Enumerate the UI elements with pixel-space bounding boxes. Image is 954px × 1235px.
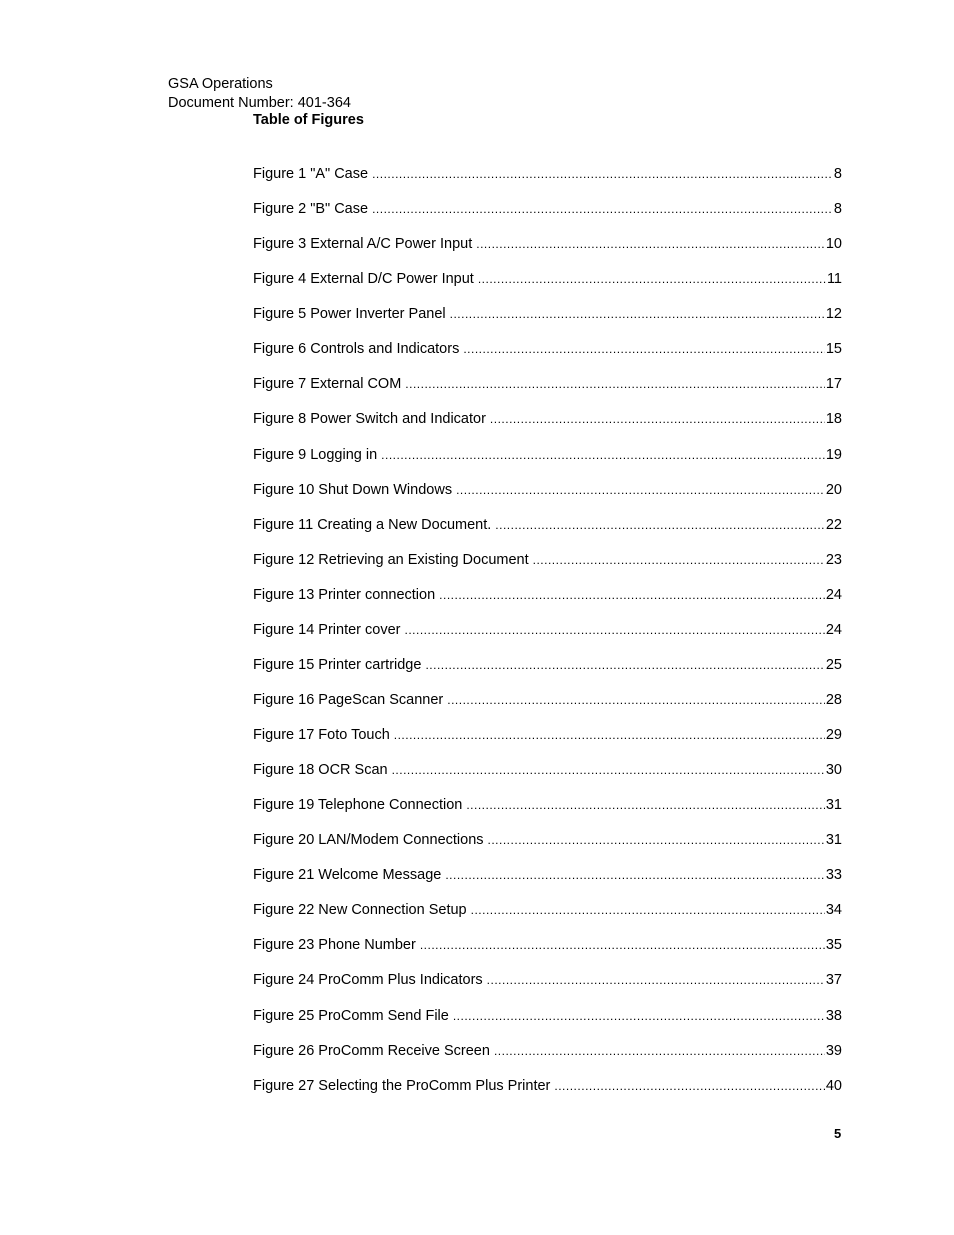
toc-entry-page: 12 [825, 306, 842, 323]
toc-entry-label: Figure 21 Welcome Message [253, 867, 442, 884]
toc-entry-page: 37 [825, 972, 842, 989]
toc-leader [471, 901, 825, 919]
toc-entry-12[interactable] [253, 551, 842, 586]
toc-entry-label: Figure 7 External COM [253, 376, 402, 393]
toc-leader [495, 516, 825, 534]
toc-entry-page: 33 [825, 867, 842, 884]
toc-leader [488, 831, 825, 849]
toc-entry-label: Figure 4 External D/C Power Input [253, 271, 474, 288]
toc-entry-page: 38 [825, 1007, 842, 1024]
toc-entry-4[interactable] [253, 270, 842, 305]
toc-entry-page: 40 [825, 1077, 842, 1094]
toc-entry-label: Figure 22 New Connection Setup [253, 902, 467, 919]
toc-entry-label: Figure 12 Retrieving an Existing Document [253, 551, 529, 568]
toc-entry-page: 8 [833, 201, 842, 218]
toc-leader [554, 1077, 824, 1095]
toc-entry-page: 8 [833, 166, 842, 182]
toc-entry-page: 24 [825, 621, 842, 638]
toc-entry-19[interactable] [253, 796, 842, 831]
toc-leader [453, 1007, 825, 1025]
toc-entry-label: Figure 15 Printer cartridge [253, 656, 422, 673]
toc-entry-page: 35 [825, 937, 842, 954]
toc-entry-label: Figure 10 Shut Down Windows [253, 481, 453, 498]
toc-entry-10[interactable] [253, 481, 842, 516]
toc-entry-label: Figure 23 Phone Number [253, 937, 416, 954]
toc-title: Table of Figures [253, 112, 364, 128]
toc-entry-page: 31 [825, 832, 842, 849]
toc-entry-9[interactable] [253, 446, 842, 481]
toc-entry-label: Figure 20 LAN/Modem Connections [253, 832, 484, 849]
toc-entry-page: 25 [825, 656, 842, 673]
toc-leader [476, 235, 825, 253]
toc-entry-label: Figure 8 Power Switch and Indicator [253, 411, 486, 428]
toc-entry-page: 11 [826, 271, 842, 288]
toc-leader [533, 551, 825, 569]
toc-entry-page: 39 [825, 1042, 842, 1059]
toc-entry-page: 15 [825, 341, 842, 358]
toc-leader [450, 305, 825, 323]
toc-leader [392, 761, 825, 779]
toc-leader [439, 586, 825, 604]
toc-leader [381, 446, 825, 464]
toc-entry-18[interactable] [253, 761, 842, 796]
toc-entry-13[interactable] [253, 586, 842, 621]
toc-entry-22[interactable] [253, 901, 842, 936]
toc-entry-26[interactable] [253, 1042, 842, 1077]
toc-entry-label: Figure 17 Foto Touch [253, 727, 390, 743]
toc-entry-3[interactable] [253, 235, 842, 270]
toc-leader [372, 165, 833, 183]
page-number: 5 [834, 1126, 842, 1141]
toc-entry-page: 34 [825, 902, 842, 919]
toc-entry-label: Figure 14 Printer cover [253, 621, 401, 638]
page-header [168, 75, 351, 112]
table-of-figures [253, 165, 842, 1112]
toc-entry-page: 20 [825, 481, 842, 498]
toc-leader [372, 200, 833, 218]
toc-leader [487, 971, 825, 989]
toc-leader [404, 621, 824, 639]
toc-entry-label: Figure 26 ProComm Receive Screen [253, 1042, 490, 1059]
toc-entry-page: 24 [825, 586, 842, 603]
toc-leader [456, 481, 825, 499]
toc-entry-label: Figure 13 Printer connection [253, 586, 436, 603]
toc-leader [478, 270, 826, 288]
toc-leader [447, 691, 825, 709]
toc-entry-page: 30 [825, 762, 842, 779]
toc-entry-page: 31 [825, 797, 842, 814]
toc-entry-label: Figure 2 "B" Case [253, 201, 369, 218]
toc-entry-page: 22 [825, 516, 842, 533]
toc-entry-24[interactable] [253, 971, 842, 1006]
toc-entry-21[interactable] [253, 866, 842, 901]
toc-entry-label: Figure 6 Controls and Indicators [253, 341, 460, 358]
toc-leader [494, 1042, 825, 1060]
toc-entry-page: 28 [825, 691, 842, 708]
toc-leader [405, 375, 825, 393]
toc-entry-label: Figure 27 Selecting the ProComm Plus Printer [253, 1077, 551, 1094]
toc-entry-page: 19 [825, 446, 842, 463]
toc-entry-label: Figure 18 OCR Scan [253, 762, 388, 779]
toc-entry-label: Figure 25 ProComm Send File [253, 1007, 449, 1024]
toc-entry-8[interactable] [253, 410, 842, 445]
toc-entry-page: 29 [825, 727, 842, 743]
toc-entry-27[interactable] [253, 1077, 842, 1112]
toc-leader [445, 866, 825, 884]
toc-entry-14[interactable] [253, 621, 842, 656]
toc-entry-15[interactable] [253, 656, 842, 691]
toc-leader [490, 410, 825, 428]
toc-entry-5[interactable] [253, 305, 842, 340]
toc-entry-page: 10 [825, 236, 842, 253]
toc-entry-25[interactable] [253, 1007, 842, 1042]
toc-entry-label: Figure 3 External A/C Power Input [253, 236, 473, 253]
header-org: GSA Operations [168, 76, 273, 92]
toc-entry-16[interactable] [253, 691, 842, 726]
toc-leader [463, 340, 825, 358]
toc-entry-label: Figure 1 "A" Case [253, 166, 369, 182]
toc-entry-page: 18 [825, 411, 842, 428]
toc-entry-label: Figure 16 PageScan Scanner [253, 691, 444, 708]
toc-entry-page: 17 [825, 376, 842, 393]
toc-entry-label: Figure 19 Telephone Connection [253, 797, 463, 814]
toc-entry-23[interactable] [253, 936, 842, 971]
toc-entry-label: Figure 11 Creating a New Document. [253, 516, 492, 533]
toc-entry-1[interactable] [253, 165, 842, 200]
toc-leader [394, 726, 825, 744]
toc-entry-label: Figure 5 Power Inverter Panel [253, 306, 446, 323]
toc-entry-page: 23 [825, 551, 842, 568]
toc-entry-11[interactable] [253, 516, 842, 551]
toc-entry-7[interactable] [253, 375, 842, 410]
toc-leader [425, 656, 824, 674]
toc-entry-label: Figure 9 Logging in [253, 446, 378, 463]
toc-entry-2[interactable] [253, 200, 842, 235]
toc-leader [420, 936, 825, 954]
toc-entry-label: Figure 24 ProComm Plus Indicators [253, 972, 483, 989]
toc-leader [466, 796, 825, 814]
toc-entry-20[interactable] [253, 831, 842, 866]
header-doc-number: Document Number: 401-364 [168, 94, 351, 111]
toc-entry-6[interactable] [253, 340, 842, 375]
toc-entry-17[interactable] [253, 726, 842, 761]
